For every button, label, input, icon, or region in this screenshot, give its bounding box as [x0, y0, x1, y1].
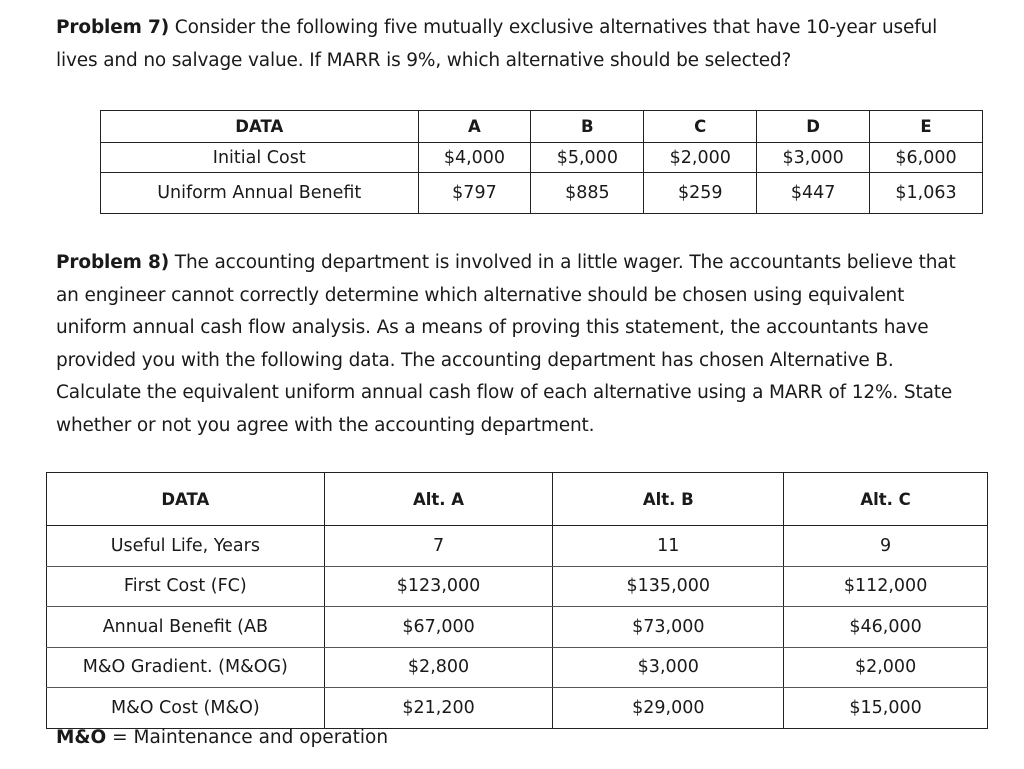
row-label: First Cost (FC) [47, 566, 325, 607]
table-cell: $3,000 [553, 647, 784, 688]
header-cell: Alt. C [784, 473, 988, 526]
table-row [47, 647, 988, 688]
table-cell: $123,000 [324, 566, 553, 607]
table-alternatives-abc [46, 472, 988, 729]
problem-7-label: Problem 7) [56, 17, 170, 38]
table-cell: $6,000 [870, 143, 983, 173]
table-header-row [101, 111, 983, 143]
header-cell: C [644, 111, 757, 143]
table-cell: $797 [418, 173, 531, 214]
table-cell: $2,000 [784, 647, 988, 688]
table-cell: $73,000 [553, 607, 784, 648]
table-row [47, 566, 988, 607]
row-label: Useful Life, Years [47, 526, 325, 567]
header-cell: A [418, 111, 531, 143]
header-cell: D [757, 111, 870, 143]
table-cell: $67,000 [324, 607, 553, 648]
problem-7-text: Consider the following five mutually exclusive alternatives that have 10-year useful lives and no salvage value. If MARR is 9%, which alternative should be selected? [56, 17, 938, 71]
table-cell: 7 [324, 526, 553, 567]
header-cell: DATA [101, 111, 419, 143]
footnote-definition: = Maintenance and operation [106, 727, 389, 748]
table-cell: $5,000 [531, 143, 644, 173]
footnote-term: M&O [56, 727, 107, 748]
problem-8-label: Problem 8) [56, 252, 170, 273]
table-row [47, 688, 988, 729]
footnote [56, 727, 388, 748]
table-cell: $885 [531, 173, 644, 214]
table-cell: $447 [757, 173, 870, 214]
table-cell: $259 [644, 173, 757, 214]
row-label: Uniform Annual Benefit [157, 183, 362, 203]
header-cell: B [531, 111, 644, 143]
header-cell: E [870, 111, 983, 143]
table-cell: 11 [553, 526, 784, 567]
table-cell: $21,200 [324, 688, 553, 729]
table-cell: 9 [784, 526, 988, 567]
header-cell: DATA [47, 473, 325, 526]
header-cell: Alt. A [324, 473, 553, 526]
table-row [101, 143, 983, 173]
table-cell: $46,000 [784, 607, 988, 648]
table-row [101, 173, 983, 214]
table-row [47, 607, 988, 648]
table-header-row [47, 473, 988, 526]
row-label: Annual Benefit (AB [47, 607, 325, 648]
table-cell: $2,000 [644, 143, 757, 173]
row-label: M&O Cost (M&O) [110, 697, 260, 718]
problem-8-text: The accounting department is involved in a little wager. The accountants believe that an engineer cannot correctly determine which alternative should be chosen using equivalent uniform annual cash flow analysis. As a means of proving this statement, the accountants have provided you with the following data. The accounting department has chosen Alternative B. Calculate the equivalent uniform annual cash flow of each alternative using a MARR of 12%. State whether or not you agree with the accounting department. [56, 252, 956, 436]
table-cell: $112,000 [784, 566, 988, 607]
table-cell: $135,000 [553, 566, 784, 607]
table-alternatives-a-e [100, 110, 983, 214]
header-cell: Alt. B [553, 473, 784, 526]
table-cell: $29,000 [553, 688, 784, 729]
problem-8-paragraph [56, 247, 976, 442]
row-label: Initial Cost [101, 143, 419, 173]
problem-7-paragraph [56, 12, 976, 77]
table-cell: $3,000 [757, 143, 870, 173]
row-label: M&O Gradient. (M&OG) [47, 647, 325, 688]
table-cell: $15,000 [784, 688, 988, 729]
table-row [47, 526, 988, 567]
table-cell: $2,800 [324, 647, 553, 688]
table-cell: $4,000 [418, 143, 531, 173]
table-cell: $1,063 [870, 173, 983, 214]
